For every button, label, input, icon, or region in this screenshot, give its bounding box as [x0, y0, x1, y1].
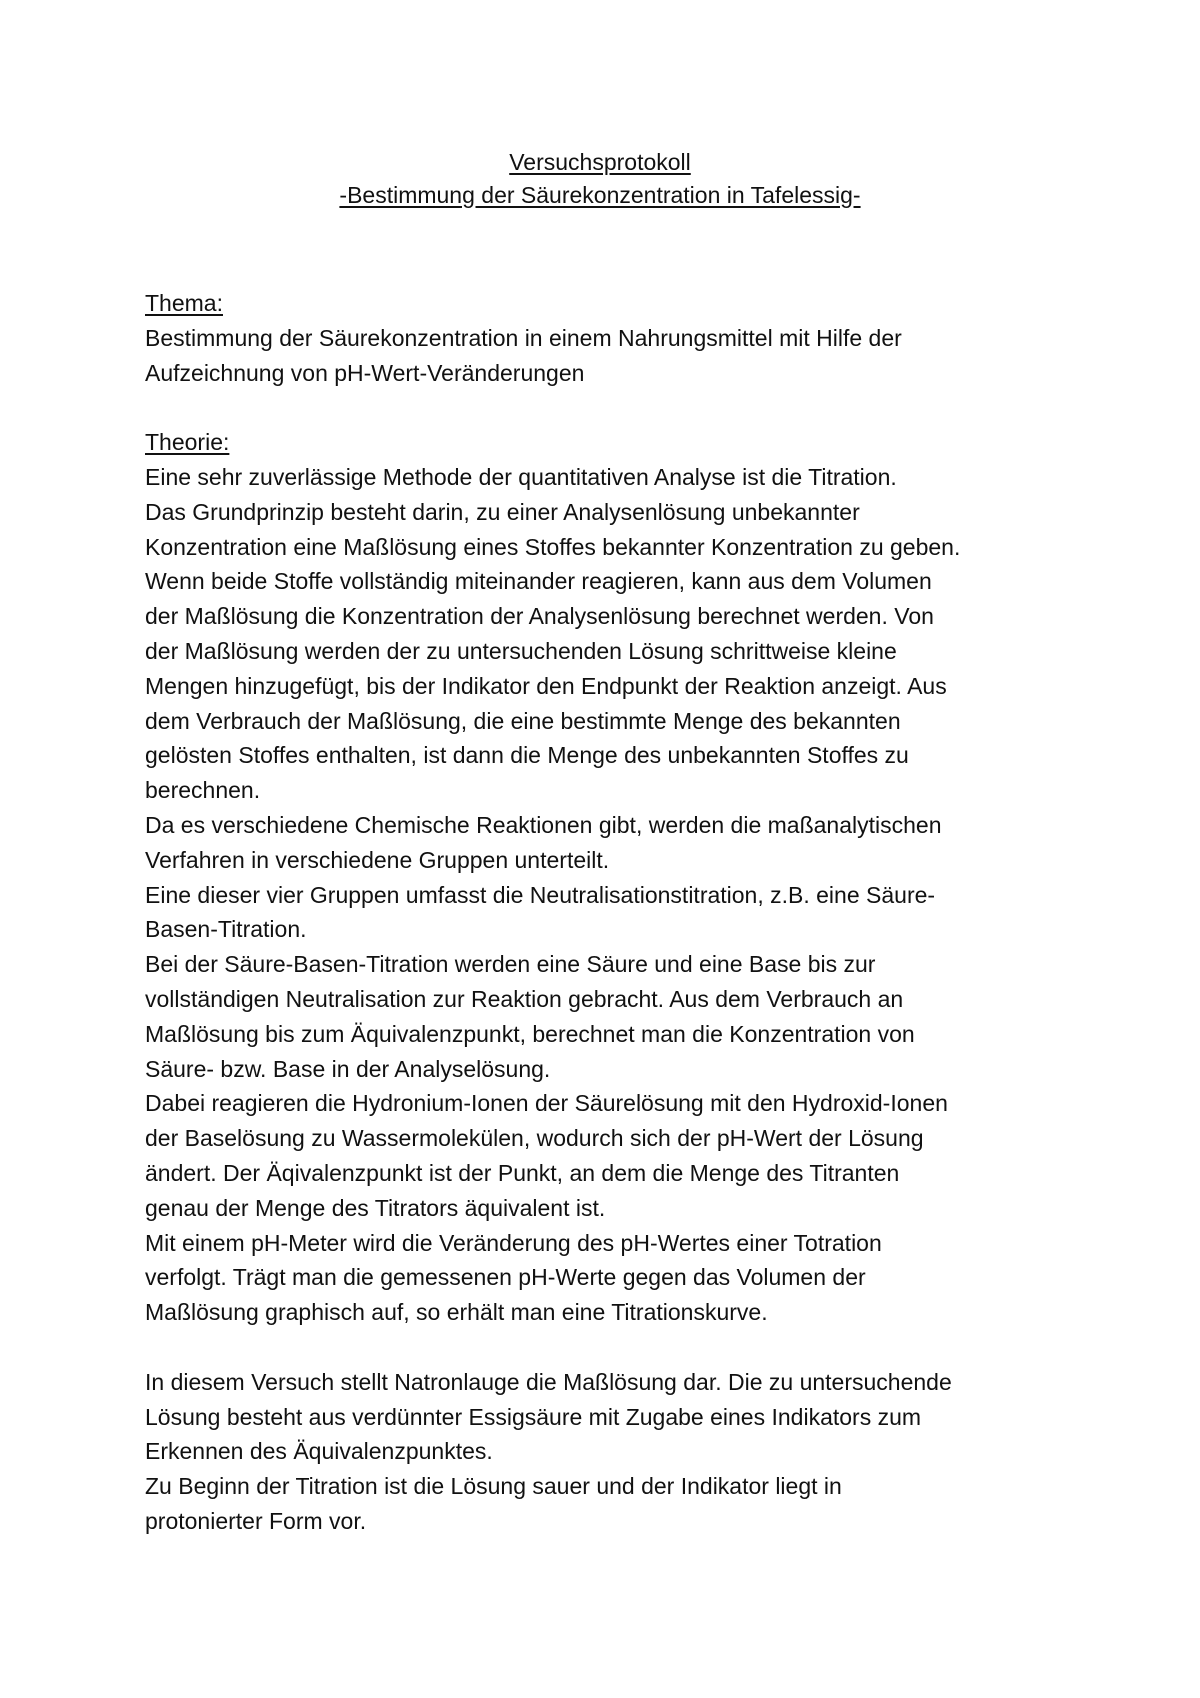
- theorie-line: der Maßlösung die Konzentration der Analysenlösung berechnet werden. Von: [145, 603, 934, 630]
- versuch-line: Zu Beginn der Titration ist die Lösung sauer und der Indikator liegt in: [145, 1473, 842, 1500]
- section-heading-thema: Thema:: [145, 290, 223, 316]
- theorie-line: Eine dieser vier Gruppen umfasst die Neutralisationstitration, z.B. eine Säure-: [145, 881, 936, 908]
- versuch-line: Erkennen des Äquivalenzpunktes.: [145, 1438, 493, 1465]
- theorie-line: Maßlösung bis zum Äquivalenzpunkt, berechnet man die Konzentration von: [145, 1020, 915, 1047]
- title-block: [0, 146, 1200, 212]
- theorie-line: dem Verbrauch der Maßlösung, die eine bestimmte Menge des bekannten: [145, 707, 901, 734]
- theorie-line: Da es verschiedene Chemische Reaktionen gibt, werden die maßanalytischen: [145, 811, 942, 838]
- theorie-line: Bei der Säure-Basen-Titration werden eine Säure und eine Base bis zur: [145, 951, 876, 978]
- theorie-line: Basen-Titration.: [145, 916, 307, 943]
- paragraph-spacer: [145, 1330, 1085, 1365]
- theorie-line: ändert. Der Äqivalenzpunkt ist der Punkt, an dem die Menge des Titranten: [145, 1159, 900, 1186]
- thema-line: Bestimmung der Säurekonzentration in einem Nahrungsmittel mit Hilfe der: [145, 324, 902, 351]
- theorie-line: gelösten Stoffes enthalten, ist dann die Menge des unbekannten Stoffes zu: [145, 742, 909, 769]
- paragraph-spacer: [145, 390, 1085, 425]
- theorie-line: Säure- bzw. Base in der Analyselösung.: [145, 1055, 551, 1082]
- theorie-line: genau der Menge des Titrators äquivalent ist.: [145, 1194, 606, 1221]
- versuch-line: In diesem Versuch stellt Natronlauge die Maßlösung dar. Die zu untersuchende: [145, 1368, 952, 1395]
- theorie-line: der Baselösung zu Wassermolekülen, wodurch sich der pH-Wert der Lösung: [145, 1125, 924, 1152]
- theorie-line: Dabei reagieren die Hydronium-Ionen der Säurelösung mit den Hydroxid-Ionen: [145, 1090, 948, 1117]
- theorie-line: Mengen hinzugefügt, bis der Indikator den Endpunkt der Reaktion anzeigt. Aus: [145, 672, 947, 699]
- theorie-line: vollständigen Neutralisation zur Reaktion gebracht. Aus dem Verbrauch an: [145, 985, 904, 1012]
- theorie-line: Konzentration eine Maßlösung eines Stoffes bekannter Konzentration zu geben.: [145, 533, 961, 560]
- document-title: Versuchsprotokoll: [509, 149, 691, 175]
- theorie-line: Eine sehr zuverlässige Methode der quantitativen Analyse ist die Titration.: [145, 463, 897, 490]
- theorie-line: Maßlösung graphisch auf, so erhält man eine Titrationskurve.: [145, 1299, 768, 1326]
- theorie-line: Das Grundprinzip besteht darin, zu einer Analysenlösung unbekannter: [145, 498, 860, 525]
- versuch-line: protonierter Form vor.: [145, 1507, 367, 1534]
- section-heading-theorie: Theorie:: [145, 429, 230, 456]
- theorie-line: berechnen.: [145, 777, 261, 804]
- document-body: [145, 286, 1085, 1539]
- theorie-line: Wenn beide Stoffe vollständig miteinander reagieren, kann aus dem Volumen: [145, 568, 932, 595]
- theorie-line: der Maßlösung werden der zu untersuchenden Lösung schrittweise kleine: [145, 637, 897, 664]
- thema-line: Aufzeichnung von pH-Wert-Veränderungen: [145, 359, 585, 386]
- theorie-line: Mit einem pH-Meter wird die Veränderung des pH-Wertes einer Totration: [145, 1229, 882, 1256]
- theorie-line: Verfahren in verschiedene Gruppen unterteilt.: [145, 846, 610, 873]
- theorie-line: verfolgt. Trägt man die gemessenen pH-Werte gegen das Volumen der: [145, 1264, 866, 1291]
- versuch-line: Lösung besteht aus verdünnter Essigsäure mit Zugabe eines Indikators zum: [145, 1403, 922, 1430]
- document-subtitle: -Bestimmung der Säurekonzentration in Tafelessig-: [339, 182, 861, 208]
